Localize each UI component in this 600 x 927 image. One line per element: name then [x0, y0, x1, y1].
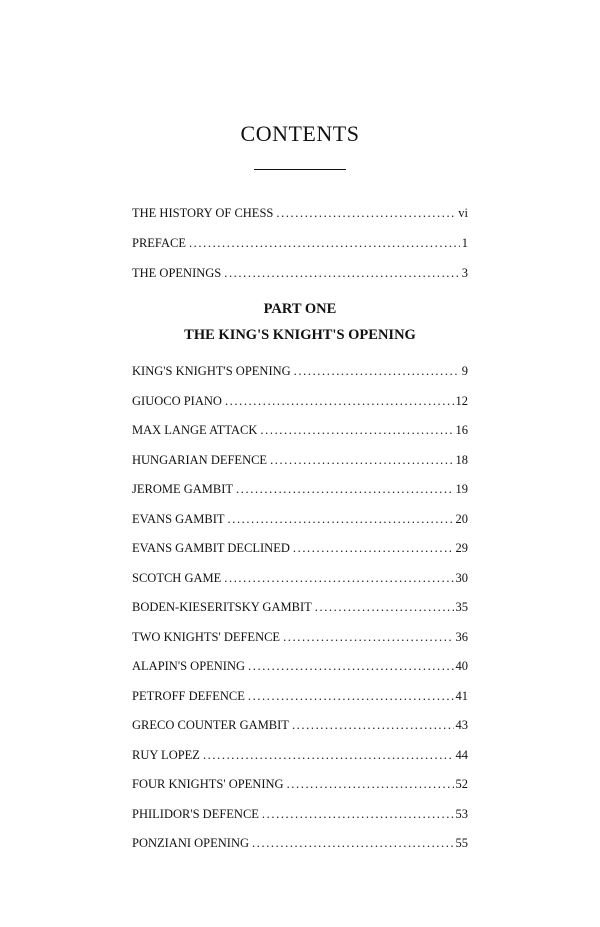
- part-heading: PART ONE: [263, 301, 337, 317]
- toc-entry[interactable]: [132, 541, 468, 559]
- dot-leader: [270, 453, 453, 468]
- toc-entry-label: FOUR KNIGHTS' OPENING: [132, 777, 284, 791]
- toc-entry-label: PETROFF DEFENCE: [132, 689, 245, 703]
- toc-entry[interactable]: [132, 453, 468, 471]
- toc-entry-label: PONZIANI OPENING: [132, 836, 250, 850]
- dot-leader: [294, 364, 460, 379]
- toc-entry[interactable]: [132, 836, 468, 854]
- toc-entry-label: EVANS GAMBIT DECLINED: [132, 541, 290, 555]
- toc-entry-preface[interactable]: [132, 236, 468, 254]
- dot-leader: [292, 718, 454, 733]
- toc-entry[interactable]: [132, 807, 468, 825]
- toc-entry-page: 16: [455, 423, 468, 437]
- toc-entry-history-of-chess[interactable]: [132, 206, 468, 224]
- dot-leader: [283, 630, 453, 645]
- dot-leader: [225, 394, 454, 409]
- toc-entry-page: 41: [455, 689, 468, 703]
- toc-entry-label: GIUOCO PIANO: [132, 394, 222, 408]
- toc-entry-page: 55: [455, 836, 468, 850]
- toc-entry-label: ALAPIN'S OPENING: [132, 659, 246, 673]
- toc-entry-page: 20: [455, 512, 468, 526]
- toc-entry-label: MAX LANGE ATTACK: [132, 423, 258, 437]
- toc-entry-page: 29: [455, 541, 468, 555]
- toc-entry[interactable]: [132, 600, 468, 618]
- toc-entry-page: 40: [455, 659, 468, 673]
- toc-entry-page: 44: [455, 748, 468, 762]
- dot-leader: [293, 541, 454, 556]
- toc-entry-label: PREFACE: [132, 236, 186, 250]
- toc-entry-page: 36: [455, 630, 468, 644]
- page-title: CONTENTS: [240, 121, 360, 146]
- dot-leader: [236, 482, 453, 497]
- dot-leader: [276, 206, 456, 221]
- dot-leader: [203, 748, 454, 763]
- toc-entry-page: 9: [461, 364, 468, 378]
- toc-entry-page: vi: [458, 206, 468, 220]
- toc-entry-label: EVANS GAMBIT: [132, 512, 225, 526]
- toc-entry-page: 1: [461, 236, 468, 250]
- dot-leader: [315, 600, 454, 615]
- toc-entry[interactable]: [132, 659, 468, 677]
- toc-entry-page: 35: [455, 600, 468, 614]
- toc-entry-page: 12: [455, 394, 468, 408]
- dot-leader: [248, 689, 454, 704]
- toc-entry[interactable]: [132, 394, 468, 412]
- toc-entry[interactable]: [132, 777, 468, 795]
- toc-entry-page: 53: [455, 807, 468, 821]
- toc-entry[interactable]: [132, 571, 468, 589]
- dot-leader: [248, 659, 453, 674]
- toc-entry[interactable]: [132, 512, 468, 530]
- part-subheading: THE KING'S KNIGHT'S OPENING: [184, 327, 416, 343]
- toc-entry-label: KING'S KNIGHT'S OPENING: [132, 364, 291, 378]
- toc-entry-label: PHILIDOR'S DEFENCE: [132, 807, 259, 821]
- dot-leader: [228, 512, 454, 527]
- toc-entry-label: GRECO COUNTER GAMBIT: [132, 718, 289, 732]
- toc-entry-page: 30: [455, 571, 468, 585]
- toc-entry-the-openings[interactable]: [132, 266, 468, 284]
- toc-entry-label: JEROME GAMBIT: [132, 482, 234, 496]
- toc-entry[interactable]: [132, 748, 468, 766]
- dot-leader: [260, 423, 453, 438]
- toc-entry-label: RUY LOPEZ: [132, 748, 200, 762]
- dot-leader: [287, 777, 454, 792]
- toc-entry-label: BODEN-KIESERITSKY GAMBIT: [132, 600, 312, 614]
- toc-entry-label: THE HISTORY OF CHESS: [132, 206, 274, 220]
- title-rule: [254, 169, 346, 170]
- toc-entry[interactable]: [132, 689, 468, 707]
- toc-entry-label: SCOTCH GAME: [132, 571, 222, 585]
- toc-entry[interactable]: [132, 364, 468, 382]
- dot-leader: [262, 807, 454, 822]
- toc-entry[interactable]: [132, 482, 468, 500]
- toc-entry[interactable]: [132, 718, 468, 736]
- toc-entry-label: HUNGARIAN DEFENCE: [132, 453, 268, 467]
- toc-entry-label: TWO KNIGHTS' DEFENCE: [132, 630, 281, 644]
- dot-leader: [252, 836, 453, 851]
- dot-leader: [224, 571, 453, 586]
- toc-entry-page: 19: [455, 482, 468, 496]
- toc-entry-page: 43: [455, 718, 468, 732]
- toc-entry-label: THE OPENINGS: [132, 266, 222, 280]
- toc-entry[interactable]: [132, 423, 468, 441]
- dot-leader: [224, 266, 460, 281]
- dot-leader: [189, 236, 460, 251]
- toc-entry-page: 52: [455, 777, 468, 791]
- toc-entry-page: 3: [461, 266, 468, 280]
- toc-entry[interactable]: [132, 630, 468, 648]
- toc-entry-page: 18: [455, 453, 468, 467]
